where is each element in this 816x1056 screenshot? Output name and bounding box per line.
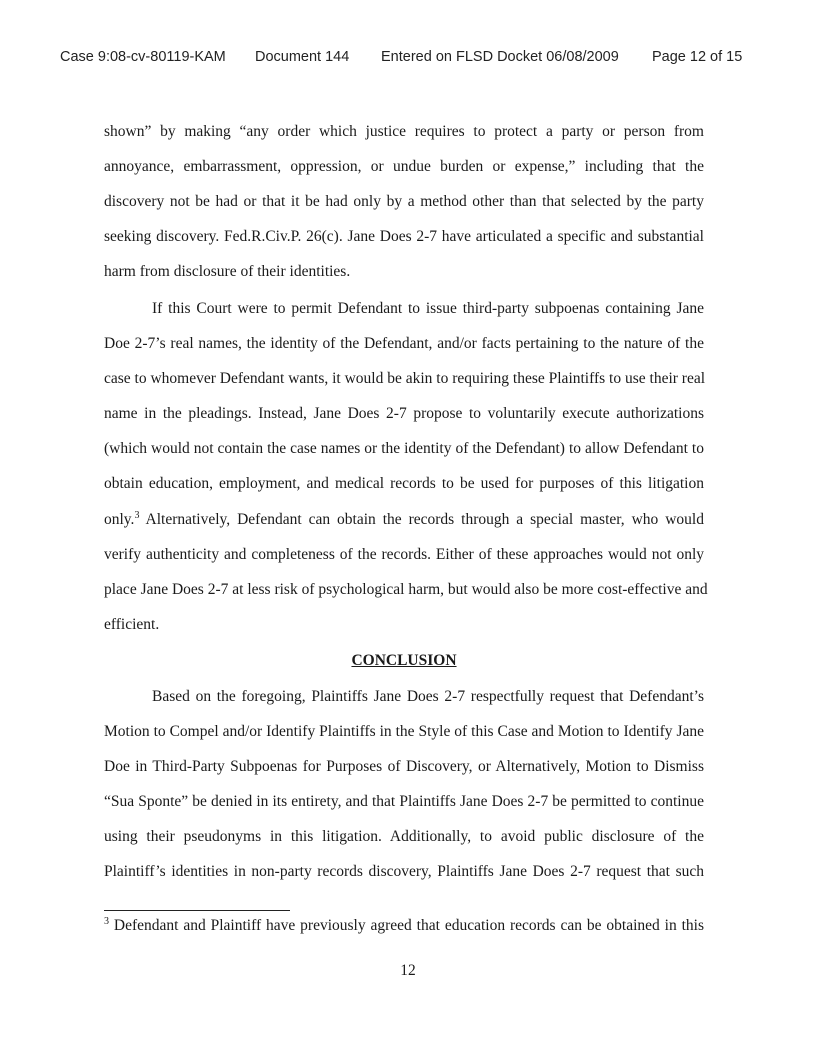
text-line	[104, 510, 704, 530]
text-line: Based on the foregoing, Plaintiffs Jane Does 2-7 respectfully request that Defendant’s	[152, 688, 704, 705]
text-line: shown” by making “any order which justice requires to protect a party or person from	[104, 123, 704, 140]
text-line: (which would not contain the case names or the identity of the Defendant) to allow Defendant to	[104, 440, 704, 457]
text-line: seeking discovery. Fed.R.Civ.P. 26(c). Jane Does 2-7 have articulated a specific and substantial	[104, 228, 704, 245]
text-line: If this Court were to permit Defendant to issue third-party subpoenas containing Jane	[152, 300, 704, 317]
text-line: name in the pleadings. Instead, Jane Does 2-7 propose to voluntarily execute authorizations	[104, 405, 704, 422]
text-fragment: only.	[104, 511, 135, 528]
text-line: place Jane Does 2-7 at less risk of psychological harm, but would also be more cost-effective and	[104, 581, 708, 598]
text-line: “Sua Sponte” be denied in its entirety, and that Plaintiffs Jane Does 2-7 be permitted to continue	[104, 793, 704, 810]
section-heading: CONCLUSION	[351, 652, 457, 669]
footnote-text: Defendant and Plaintiff have previously agreed that education records can be obtained in this	[109, 917, 704, 934]
text-line: Doe in Third-Party Subpoenas for Purposes of Discovery, or Alternatively, Motion to Dismiss	[104, 758, 704, 775]
text-line: discovery not be had or that it be had only by a method other than that selected by the party	[104, 193, 704, 210]
document-number: Document 144	[255, 49, 350, 65]
text-line: obtain education, employment, and medical records to be used for purposes of this litigation	[104, 475, 704, 492]
text-line: Doe 2-7’s real names, the identity of the Defendant, and/or facts pertaining to the nature of the	[104, 335, 704, 352]
text-line: using their pseudonyms in this litigation. Additionally, to avoid public disclosure of the	[104, 828, 704, 845]
text-line: Plaintiff’s identities in non-party records discovery, Plaintiffs Jane Does 2-7 request that such	[104, 863, 704, 880]
text-fragment: Alternatively, Defendant can obtain the records through a special master, who would	[139, 511, 704, 528]
footnote-separator	[104, 910, 290, 911]
case-number: Case 9:08-cv-80119-KAM	[60, 49, 226, 65]
footnote-number: 3	[104, 916, 109, 927]
page-indicator: Page 12 of 15	[652, 49, 743, 65]
text-line: Motion to Compel and/or Identify Plaintiffs in the Style of this Case and Motion to Identify Jane	[104, 723, 704, 740]
text-line: annoyance, embarrassment, oppression, or undue burden or expense,” including that the	[104, 158, 704, 175]
text-line: verify authenticity and completeness of the records. Either of these approaches would not only	[104, 546, 704, 563]
text-line: case to whomever Defendant wants, it would be akin to requiring these Plaintiffs to use their real	[104, 370, 706, 387]
text-line: harm from disclosure of their identities.	[104, 263, 351, 280]
page-number: 12	[400, 962, 416, 979]
footnote	[104, 916, 704, 936]
text-line: efficient.	[104, 616, 160, 633]
footnote-reference: 3	[134, 510, 140, 521]
docket-entry: Entered on FLSD Docket 06/08/2009	[381, 49, 619, 65]
